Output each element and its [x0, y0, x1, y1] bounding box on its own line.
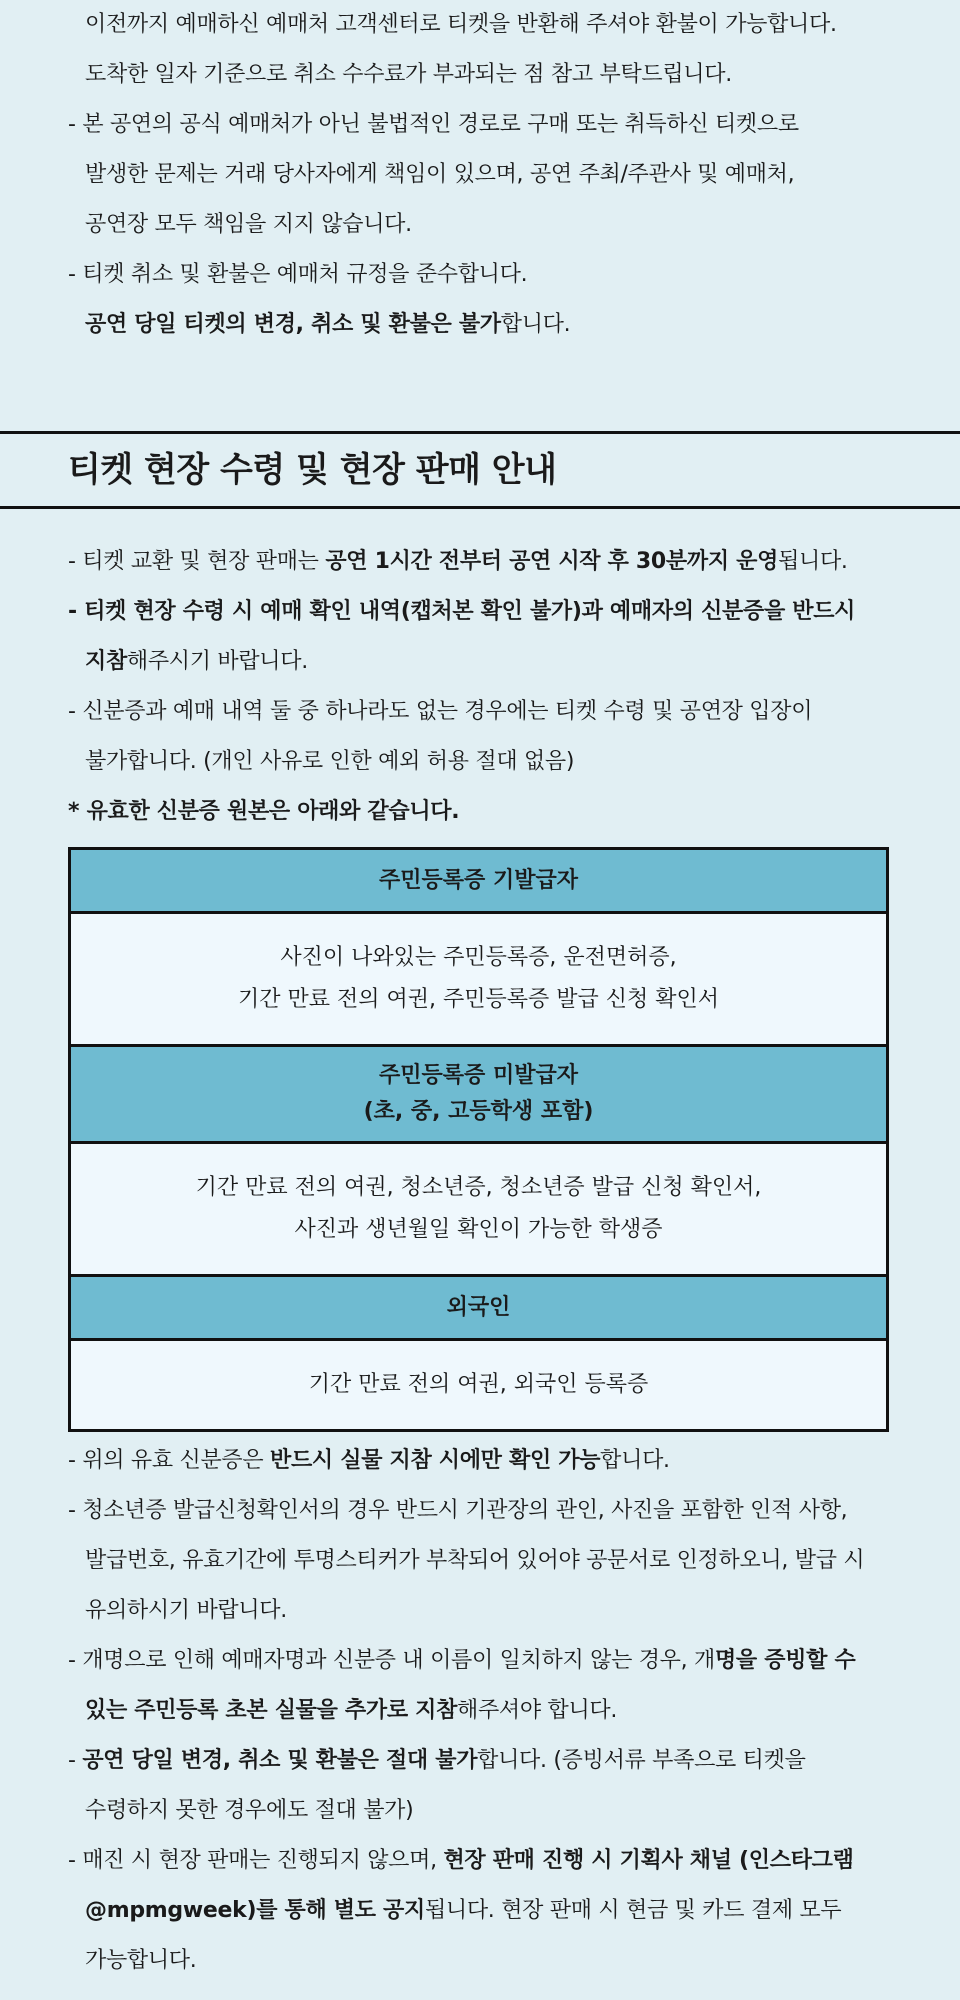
- section-title: 티켓 현장 수령 및 현장 판매 안내: [68, 450, 557, 490]
- cancel-policy-note: - 티켓 취소 및 환불은 예매처 규정을 준수합니다.: [68, 262, 528, 287]
- refund-note-line: 이전까지 예매하신 예매처 고객센터로 티켓을 반환해 주셔야 환불이 가능합니다.: [85, 12, 837, 37]
- onsite-sale-note: [68, 1836, 854, 1886]
- id-table-body-foreigner: [71, 1341, 886, 1429]
- name-change-bold: 명을 증빙할 수: [714, 1648, 856, 1673]
- valid-id-heading: * 유효한 신분증 원본은 아래와 같습니다.: [68, 799, 460, 824]
- id-table-header-text: 외국인: [446, 1294, 511, 1320]
- no-refund-note-line: 수령하지 못한 경우에도 절대 불가): [85, 1798, 414, 1823]
- id-required-bold: - 티켓 현장 수령 시 예매 확인 내역(캡처본 확인 불가)과 예매자의 신분증을 반드시: [68, 599, 856, 624]
- no-refund-bold: 공연 당일 변경, 취소 및 환불은 절대 불가: [82, 1748, 478, 1773]
- id-required-note: [68, 587, 855, 637]
- name-change-note: [68, 1636, 855, 1686]
- id-table-header-foreigner: [71, 1277, 886, 1341]
- physical-id-pre: - 위의 유효 신분증은: [68, 1448, 271, 1473]
- illegal-purchase-note-line: 발생한 문제는 거래 당사자에게 책임이 있으며, 공연 주최/주관사 및 예매처,: [85, 162, 795, 187]
- exchange-hours-post: 됩니다.: [778, 549, 848, 574]
- id-table-header-text: 주민등록증 미발급자: [379, 1063, 578, 1088]
- onsite-sale-rest: 됩니다. 현장 판매 시 현금 및 카드 결제 모두: [424, 1898, 842, 1923]
- id-table-body-text: 기간 만료 전의 여권, 외국인 등록증: [308, 1372, 649, 1397]
- name-change-pre: - 개명으로 인해 예매자명과 신분증 내 이름이 일치하지 않는 경우, 개: [68, 1648, 715, 1673]
- id-table-header-non-resident: [71, 1047, 886, 1144]
- id-required-rest: 해주시기 바랍니다.: [126, 649, 308, 674]
- no-entry-note: - 신분증과 예매 내역 둘 중 하나라도 없는 경우에는 티켓 수령 및 공연장 입장이: [68, 699, 813, 724]
- illegal-purchase-note-line: 공연장 모두 책임을 지지 않습니다.: [85, 212, 412, 237]
- name-change-bold-2: 있는 주민등록 초본 실물을 추가로 지참: [85, 1698, 458, 1723]
- no-refund-pre: -: [68, 1748, 83, 1773]
- id-table-body-text: 사진과 생년월일 확인이 가능한 학생증: [294, 1217, 663, 1242]
- no-refund-note: [68, 1736, 806, 1786]
- refund-note-line: 도착한 일자 기준으로 취소 수수료가 부과되는 점 참고 부탁드립니다.: [85, 62, 732, 87]
- section-bottom-rule: [0, 506, 960, 509]
- exchange-hours-note: [68, 537, 848, 587]
- exchange-hours-bold: 공연 1시간 전부터 공연 시작 후 30분까지 운영: [325, 549, 779, 574]
- id-table-header-resident: [71, 850, 886, 914]
- id-table-body-text: 사진이 나와있는 주민등록증, 운전면허증,: [280, 945, 677, 970]
- illegal-purchase-note: - 본 공연의 공식 예매처가 아닌 불법적인 경로로 구매 또는 취득하신 티켓으로: [68, 112, 799, 137]
- no-refund-post: 합니다. (증빙서류 부족으로 티켓을: [477, 1748, 806, 1773]
- valid-id-table: [68, 847, 889, 1432]
- onsite-sale-note-line: [85, 1886, 841, 1936]
- youth-id-note-line: 유의하시기 바랍니다.: [85, 1598, 287, 1623]
- id-required-bold-2: 지참: [85, 649, 127, 674]
- physical-id-post: 합니다.: [600, 1448, 670, 1473]
- youth-id-note-line: 발급번호, 유효기간에 투명스티커가 부착되어 있어야 공문서로 인정하오니, 발급 시: [85, 1548, 865, 1573]
- name-change-note-line: [85, 1686, 617, 1736]
- same-day-policy-bold: 공연 당일 티켓의 변경, 취소 및 환불은 불가: [85, 312, 501, 337]
- no-entry-note-line: 불가합니다. (개인 사유로 인한 예외 허용 절대 없음): [85, 749, 575, 774]
- name-change-rest: 해주셔야 합니다.: [457, 1698, 618, 1723]
- id-required-note-line: [85, 637, 308, 687]
- id-table-body-text: 기간 만료 전의 여권, 주민등록증 발급 신청 확인서: [238, 987, 719, 1012]
- id-table-body-text: 기간 만료 전의 여권, 청소년증, 청소년증 발급 신청 확인서,: [195, 1175, 762, 1200]
- section-top-rule: [0, 431, 960, 434]
- exchange-hours-pre: - 티켓 교환 및 현장 판매는: [68, 549, 326, 574]
- youth-id-note: - 청소년증 발급신청확인서의 경우 반드시 기관장의 관인, 사진을 포함한 인적 사항,: [68, 1498, 848, 1523]
- onsite-sale-bold: 현장 판매 진행 시 기획사 채널 (인스타그램: [443, 1848, 854, 1873]
- same-day-policy-rest: 합니다.: [500, 312, 571, 337]
- id-table-body-non-resident: [71, 1144, 886, 1277]
- physical-id-note: [68, 1436, 670, 1486]
- same-day-policy-note: [85, 300, 570, 350]
- onsite-sale-note-line: 가능합니다.: [85, 1948, 197, 1973]
- onsite-sale-pre: - 매진 시 현장 판매는 진행되지 않으며,: [68, 1848, 444, 1873]
- id-table-header-text: 주민등록증 기발급자: [379, 867, 578, 893]
- onsite-sale-bold-2: @mpmgweek)를 통해 별도 공지: [85, 1898, 425, 1923]
- id-table-body-resident: [71, 914, 886, 1047]
- id-table-header-text: (초, 중, 고등학생 포함): [363, 1099, 594, 1124]
- physical-id-bold: 반드시 실물 지참 시에만 확인 가능: [270, 1448, 601, 1473]
